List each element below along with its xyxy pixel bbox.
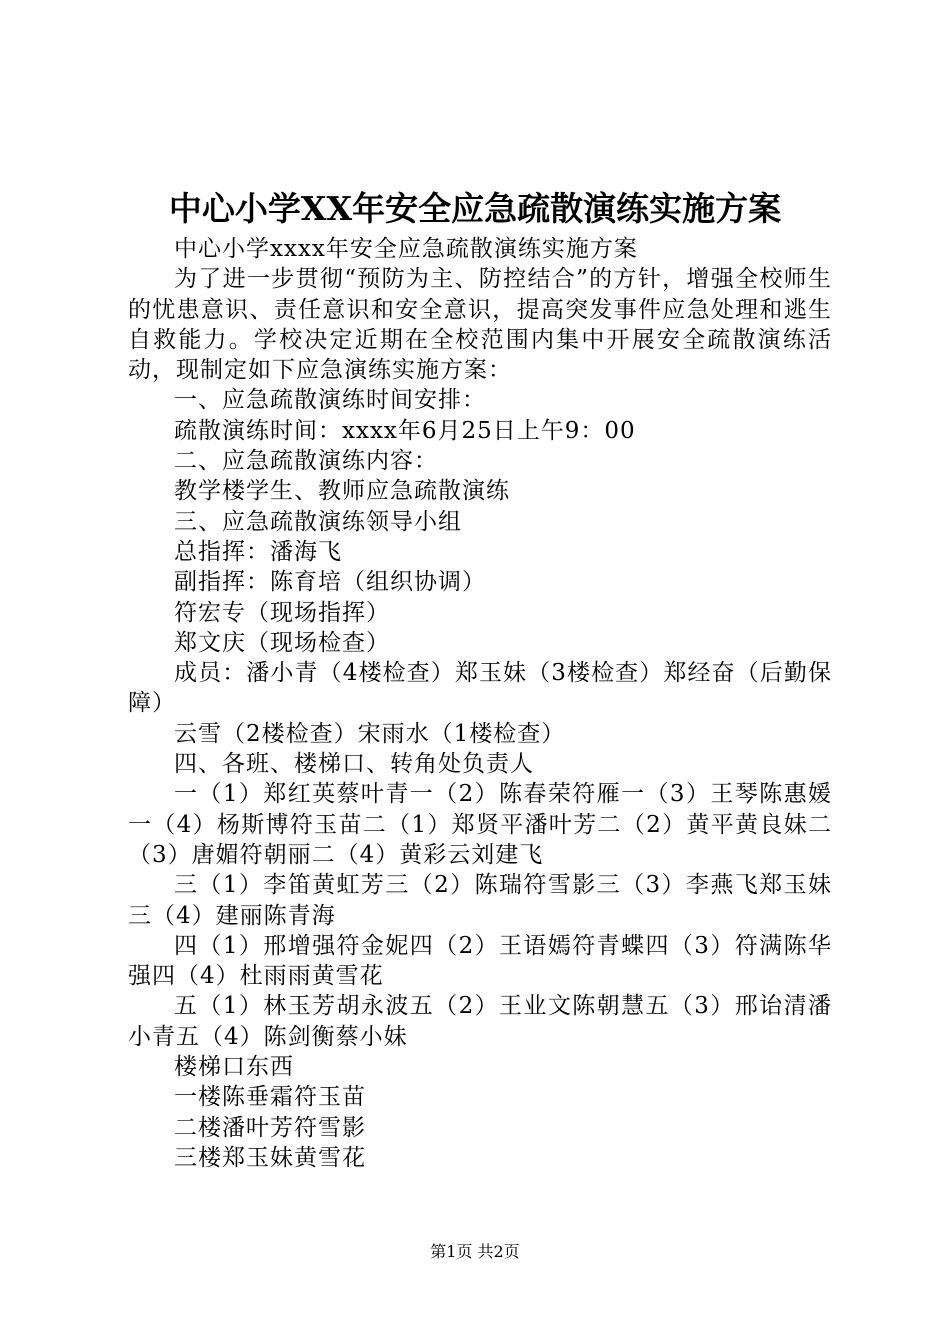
section-heading-time: 一、应急疏散演练时间安排： xyxy=(174,387,486,414)
paragraph-members-continued: 云雪（2楼检查）宋雨水（1楼检查） xyxy=(174,720,566,747)
document-body xyxy=(128,234,832,1173)
paragraph-site-inspection: 郑文庆（现场检查） xyxy=(174,629,390,656)
paragraph-floor-1: 一楼陈垂霜符玉苗 xyxy=(174,1084,366,1111)
paragraph-grade-4: 四（1）邢增强符金妮四（2）王语嫣符青蝶四（3）符满陈华强四（4）杜雨雨黄雪花 xyxy=(128,932,832,990)
paragraph-members: 成员：潘小青（4楼检查）郑玉妹（3楼检查）郑经奋（后勤保障） xyxy=(128,660,832,717)
paragraph-floor-2: 二楼潘叶芳符雪影 xyxy=(174,1114,366,1141)
paragraph-stairs-heading: 楼梯口东西 xyxy=(174,1054,294,1081)
paragraph-drill-content: 教学楼学生、教师应急疏散演练 xyxy=(174,478,510,505)
section-heading-responsible: 四、各班、楼梯口、转角处负责人 xyxy=(174,751,534,778)
paragraph-intro: 为了进一步贯彻“预防为主、防控结合”的方针，增强全校师生的忧患意识、责任意识和安全意识，提高突发事件应急处理和逃生自救能力。学校决定近期在全校范围内集中开展安全疏散演练活动，现制定如下应急演练实施方案： xyxy=(128,266,832,384)
paragraph-grade-5: 五（1）林玉芳胡永波五（2）王业文陈朝慧五（3）邢诒清潘小青五（4）陈剑衡蔡小妹 xyxy=(128,993,832,1050)
page-footer: 第1页 共2页 xyxy=(430,1242,520,1261)
document-title: 中心小学XX年安全应急疏散演练实施方案 xyxy=(168,189,782,228)
section-heading-leadership: 三、应急疏散演练领导小组 xyxy=(174,508,462,535)
paragraph-subtitle: 中心小学xxxx年安全应急疏散演练实施方案 xyxy=(174,236,638,262)
paragraph-floor-3: 三楼郑玉妹黄雪花 xyxy=(174,1144,366,1171)
paragraph-deputy-commander: 副指挥：陈育培（组织协调） xyxy=(174,569,486,596)
paragraph-commander: 总指挥：潘海飞 xyxy=(174,538,342,565)
paragraph-site-command: 符宏专（现场指挥） xyxy=(174,599,390,626)
paragraph-grade-3: 三（1）李笛黄虹芳三（2）陈瑞符雪影三（3）李燕飞郑玉妹三（4）建丽陈青海 xyxy=(128,872,832,929)
paragraph-drill-time: 疏散演练时间：xxxx年6月25日上午9：00 xyxy=(174,417,636,444)
paragraph-grades-1-2: 一（1）郑红英蔡叶青一（2）陈春荣符雁一（3）王琴陈惠媛一（4）杨斯博符玉苗二（1）郑贤平潘叶芳二（2）黄平黄良妹二（3）唐媚符朝丽二（4）黄彩云刘建飞 xyxy=(128,781,832,868)
section-heading-content: 二、应急疏散演练内容： xyxy=(174,448,438,475)
